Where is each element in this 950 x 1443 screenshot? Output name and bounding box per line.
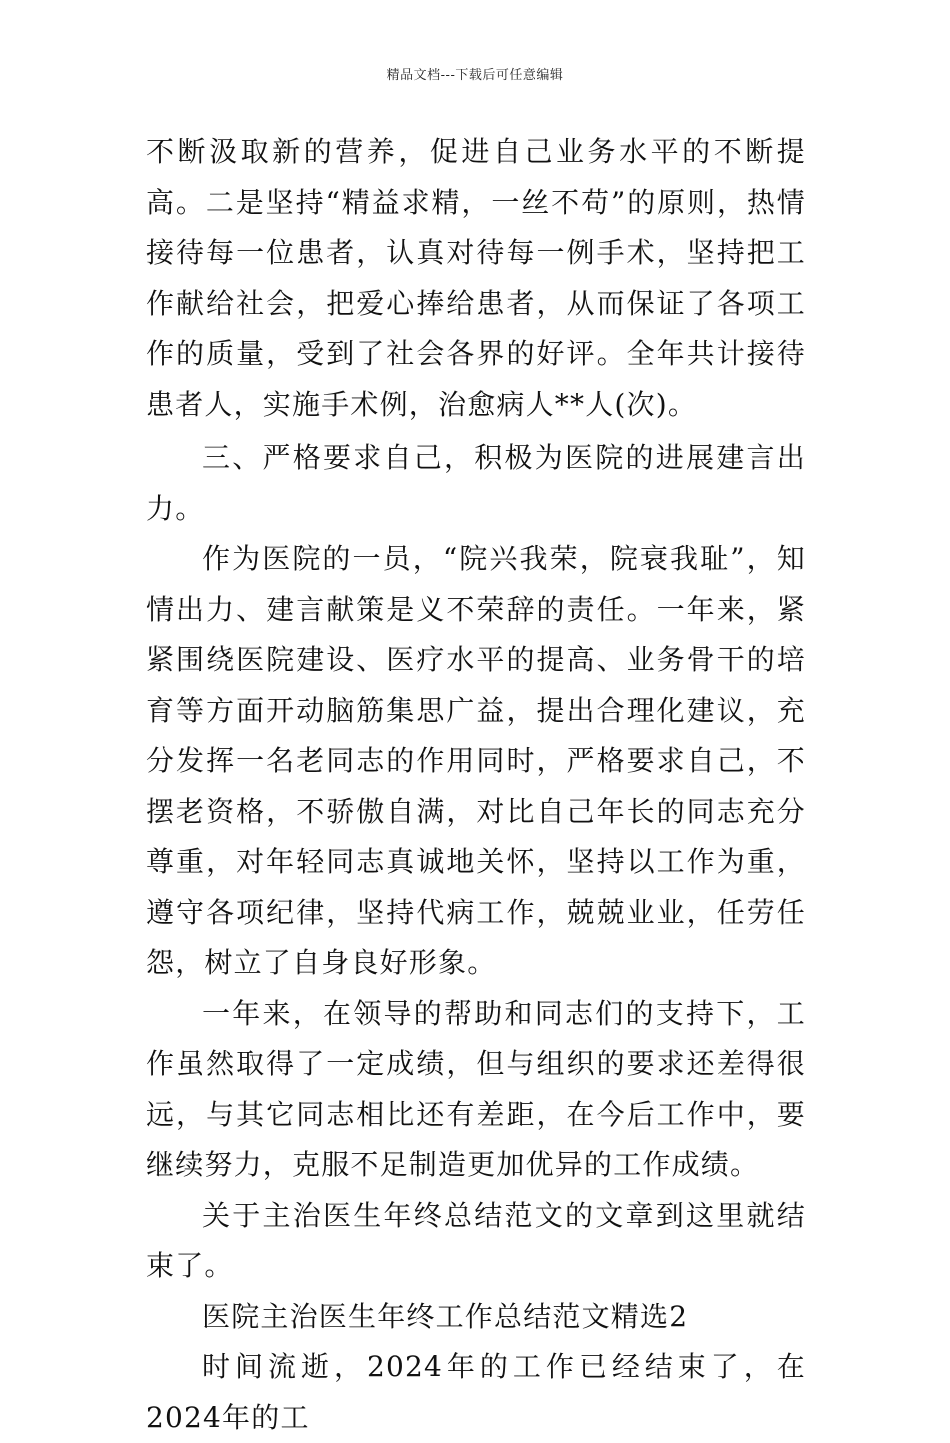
paragraph-conclusion: 一年来，在领导的帮助和同志们的支持下，工作虽然取得了一定成绩，但与组织的要求还差得很远，与其它同志相比还有差距，在今后工作中，要继续努力，克服不足制造更加优异的工作成绩。 [146, 996, 806, 1181]
section-heading-three: 三、严格要求自己，积极为医院的进展建言出力。 [146, 441, 806, 525]
paragraph-continuation: 不断汲取新的营养，促进自己业务水平的不断提高。二是坚持“精益求精，一丝不苟”的原则，热情接待每一位患者，认真对待每一例手术，坚持把工作献给社会，把爱心捧给患者，从而保证了各项工作的质量，受到了社会各界的好评。全年共计接待患者人，实施手术例，治愈病人**人(次)。 [146, 135, 806, 421]
paragraph-contribution: 作为医院的一员，“院兴我荣，院衰我耻”，知情出力、建言献策是义不荣辞的责任。一年来，紧紧围绕医院建设、医疗水平的提高、业务骨干的培育等方面开动脑筋集思广益，提出合理化建议，充分发挥一名老同志的作用同时，严格要求自己，不摆老资格，不骄傲自满，对比自己年长的同志充分尊重，对年轻同志真诚地关怀，坚持以工作为重，遵守各项纪律，坚持代病工作，兢兢业业，任劳任怨，树立了自身良好形象。 [146, 542, 806, 979]
article-title-2: 医院主治医生年终工作总结范文精选2 [202, 1299, 689, 1333]
closing-line: 关于主治医生年终总结范文的文章到这里就结束了。 [146, 1198, 806, 1282]
document-body [146, 127, 806, 1443]
page-header: 精品文档---下载后可任意编辑 [386, 68, 564, 83]
paragraph-opening-2: 时间流逝，2024年的工作已经结束了，在2024年的工 [146, 1350, 806, 1434]
